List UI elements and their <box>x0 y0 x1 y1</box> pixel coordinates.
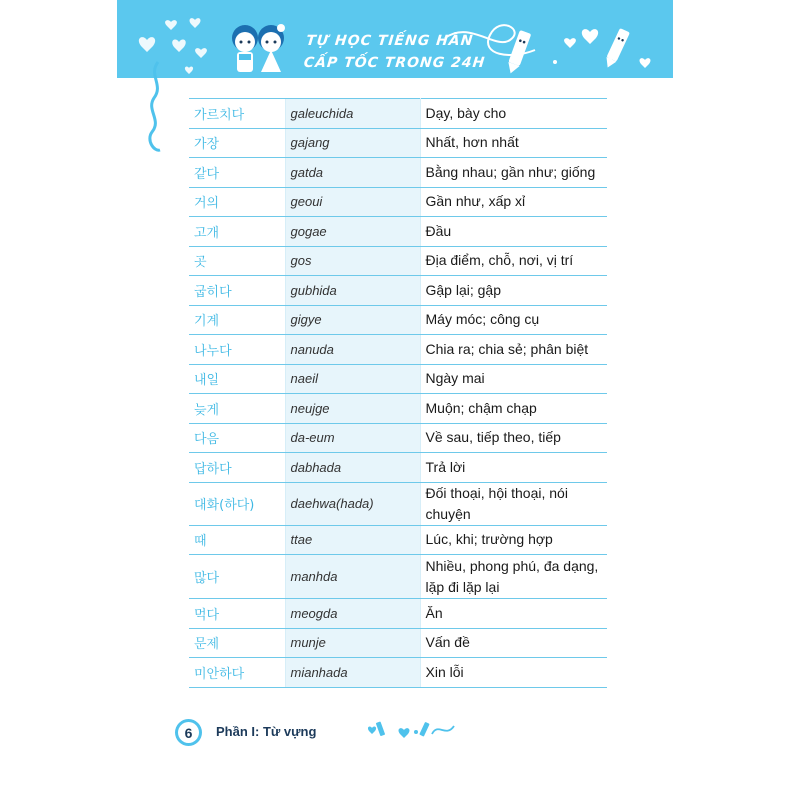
table-row <box>189 658 607 688</box>
table-row <box>189 217 607 247</box>
vietnamese-meaning: Nhiều, phong phú, đa dạng, lặp đi lặp lại <box>420 555 607 599</box>
table-row <box>189 599 607 629</box>
table-row <box>189 525 607 555</box>
korean-word: 문제 <box>189 628 285 658</box>
table-row <box>189 158 607 188</box>
romanization: galeuchida <box>285 99 420 129</box>
vietnamese-meaning: Bằng nhau; gần như; giống <box>420 158 607 188</box>
vietnamese-meaning: Muộn; chậm chạp <box>420 394 607 424</box>
section-label: Phần I: Từ vựng <box>216 724 317 739</box>
romanization: da-eum <box>285 423 420 453</box>
vietnamese-meaning: Gập lại; gập <box>420 276 607 306</box>
vietnamese-meaning: Lúc, khi; trường hợp <box>420 525 607 555</box>
korean-word: 대화(하다) <box>189 482 285 525</box>
korean-word: 거의 <box>189 187 285 217</box>
romanization: gubhida <box>285 276 420 306</box>
korean-word: 미안하다 <box>189 658 285 688</box>
vietnamese-meaning: Nhất, hơn nhất <box>420 128 607 158</box>
table-row <box>189 482 607 525</box>
table-row <box>189 453 607 483</box>
romanization: neujge <box>285 394 420 424</box>
romanization: meogda <box>285 599 420 629</box>
korean-word: 다음 <box>189 423 285 453</box>
vocabulary-table <box>189 98 607 688</box>
banner-title-line2: CẤP TỐC TRONG 24H <box>303 55 487 71</box>
vietnamese-meaning: Về sau, tiếp theo, tiếp <box>420 423 607 453</box>
swirl-ribbon-icon <box>140 60 170 160</box>
vietnamese-meaning: Vấn đề <box>420 628 607 658</box>
korean-word: 늦게 <box>189 394 285 424</box>
romanization: mianhada <box>285 658 420 688</box>
table-row <box>189 128 607 158</box>
korean-word: 가르치다 <box>189 99 285 129</box>
korean-word: 기계 <box>189 305 285 335</box>
vietnamese-meaning: Đầu <box>420 217 607 247</box>
table-row <box>189 628 607 658</box>
korean-word: 고개 <box>189 217 285 247</box>
table-row <box>189 364 607 394</box>
korean-word: 때 <box>189 525 285 555</box>
romanization: geoui <box>285 187 420 217</box>
table-row <box>189 305 607 335</box>
vietnamese-meaning: Dạy, bày cho <box>420 99 607 129</box>
korean-word: 많다 <box>189 555 285 599</box>
vietnamese-meaning: Gần như, xấp xỉ <box>420 187 607 217</box>
romanization: ttae <box>285 525 420 555</box>
romanization: gos <box>285 246 420 276</box>
korean-word: 나누다 <box>189 335 285 365</box>
table-row <box>189 276 607 306</box>
vietnamese-meaning: Đối thoại, hội thoại, nói chuyện <box>420 482 607 525</box>
romanization: munje <box>285 628 420 658</box>
vietnamese-meaning: Chia ra; chia sẻ; phân biệt <box>420 335 607 365</box>
vietnamese-meaning: Ngày mai <box>420 364 607 394</box>
korean-word: 곳 <box>189 246 285 276</box>
page-number: 6 <box>178 722 199 743</box>
romanization: gatda <box>285 158 420 188</box>
romanization: manhda <box>285 555 420 599</box>
footer-decoration-icon <box>368 718 458 742</box>
romanization: gogae <box>285 217 420 247</box>
romanization: naeil <box>285 364 420 394</box>
vietnamese-meaning: Ăn <box>420 599 607 629</box>
banner-title-line1: TỰ HỌC TIẾNG HÀN <box>305 33 475 49</box>
vietnamese-meaning: Máy móc; công cụ <box>420 305 607 335</box>
children-illustration-icon <box>225 20 295 76</box>
korean-word: 가장 <box>189 128 285 158</box>
table-row <box>189 394 607 424</box>
table-row <box>189 187 607 217</box>
vietnamese-meaning: Địa điểm, chỗ, nơi, vị trí <box>420 246 607 276</box>
romanization: dabhada <box>285 453 420 483</box>
table-row <box>189 423 607 453</box>
korean-word: 같다 <box>189 158 285 188</box>
table-row <box>189 246 607 276</box>
romanization: daehwa(hada) <box>285 482 420 525</box>
vietnamese-meaning: Xin lỗi <box>420 658 607 688</box>
page-number-badge <box>175 719 202 746</box>
pencil-decorations-icon <box>440 10 673 78</box>
vietnamese-meaning: Trả lời <box>420 453 607 483</box>
korean-word: 답하다 <box>189 453 285 483</box>
korean-word: 내일 <box>189 364 285 394</box>
romanization: nanuda <box>285 335 420 365</box>
romanization: gajang <box>285 128 420 158</box>
romanization: gigye <box>285 305 420 335</box>
korean-word: 먹다 <box>189 599 285 629</box>
korean-word: 굽히다 <box>189 276 285 306</box>
table-row <box>189 555 607 599</box>
table-row <box>189 335 607 365</box>
table-row <box>189 99 607 129</box>
